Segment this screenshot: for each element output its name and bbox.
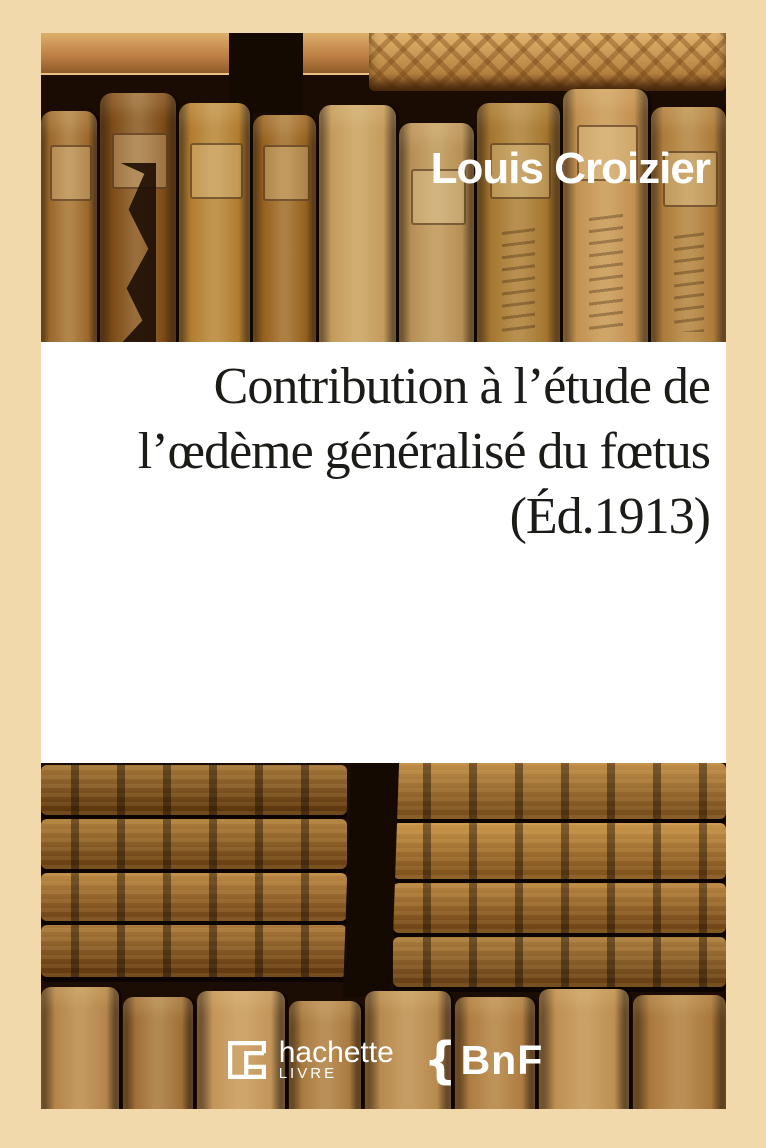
title-band [41, 342, 726, 763]
book-spine-decoration [563, 89, 648, 342]
author-name: Louis Croizier [430, 144, 710, 193]
hachette-wordmark: hachette [278, 1035, 394, 1069]
lying-book-decoration [369, 33, 726, 91]
bnf-brace-icon: { [423, 1030, 457, 1090]
title-line-2: l’œdème généralisé du fœtus [137, 423, 710, 480]
spine-label-decoration [112, 133, 168, 189]
book-spine-decoration [41, 111, 97, 342]
stacked-book-decoration [41, 873, 347, 921]
book-spine-decoration [179, 103, 250, 342]
torn-cover-decoration [117, 163, 157, 342]
bottom-books-photo [41, 763, 726, 1109]
title-line-1: Contribution à l’étude de [213, 358, 710, 415]
spine-script-decoration [674, 227, 704, 332]
hachette-h-icon [224, 1037, 270, 1083]
stacked-book-decoration [41, 765, 347, 815]
stacked-book-decoration [41, 925, 347, 977]
stacked-book-decoration [393, 763, 726, 819]
edition-year: (Éd.1913) [509, 488, 710, 545]
cover-photo-area [41, 33, 726, 1109]
hachette-wordmark-block [278, 1035, 394, 1082]
spine-script-decoration [502, 223, 535, 332]
book-spine-decoration [253, 115, 316, 342]
publisher-logos-row [41, 1030, 726, 1090]
stacked-book-decoration [41, 819, 347, 869]
stacked-book-decoration [393, 937, 726, 987]
spine-label-decoration [50, 145, 92, 201]
stacked-book-decoration [393, 883, 726, 933]
top-books-photo [41, 33, 726, 342]
hachette-livre-logo [224, 1037, 394, 1083]
stacked-book-decoration [393, 823, 726, 879]
spine-label-decoration [190, 143, 242, 199]
stack-gap-decoration [343, 763, 399, 997]
book-spine-decoration [651, 107, 726, 342]
spine-label-decoration [263, 145, 310, 201]
book-spine-decoration [477, 103, 560, 342]
shelf-gap-decoration [229, 33, 303, 113]
livre-wordmark: LIVRE [278, 1064, 338, 1082]
bnf-logo [423, 1030, 544, 1090]
book-spine-decoration [319, 105, 396, 342]
book-title [41, 354, 710, 549]
bnf-wordmark: BnF [460, 1036, 544, 1083]
book-spine-decoration [100, 93, 176, 342]
spine-script-decoration [589, 209, 623, 332]
